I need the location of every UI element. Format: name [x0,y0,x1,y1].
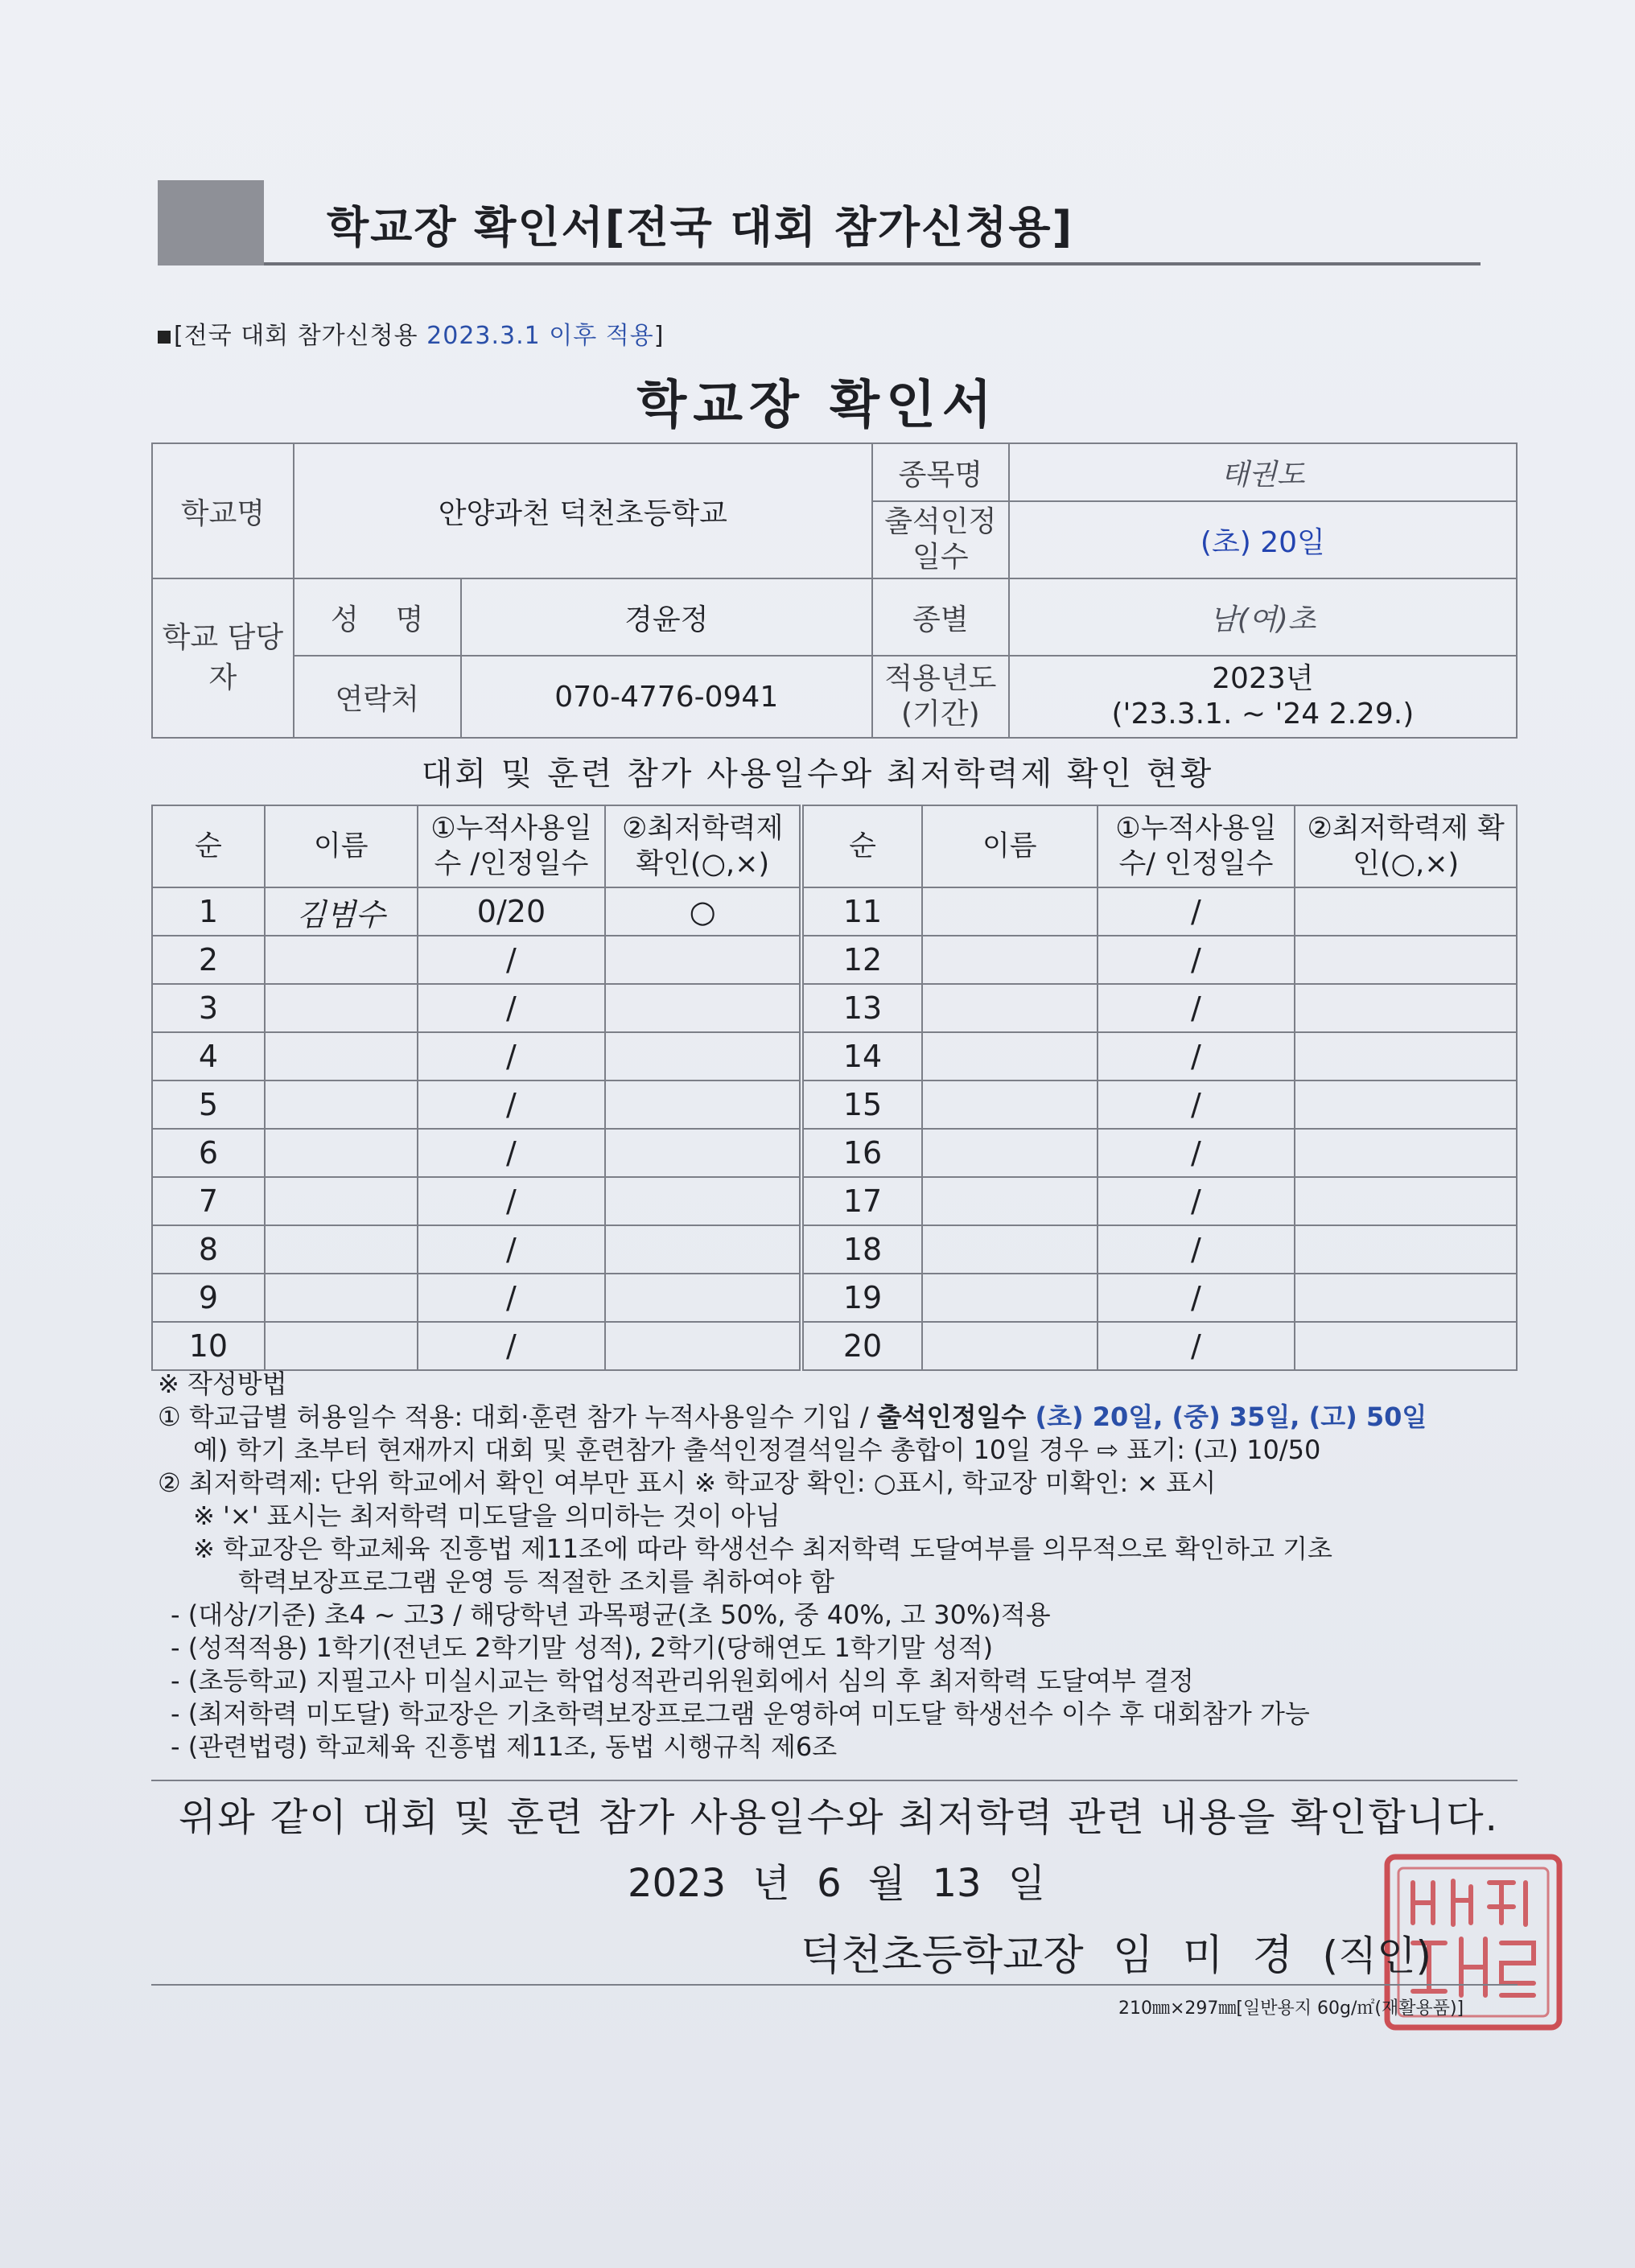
row-days: / [418,936,606,984]
row-days: / [418,1177,606,1225]
name-label: 성 명 [294,578,461,656]
apply-note-date: 2023.3.1 이후 적용 [426,322,654,350]
row-no: 4 [152,1032,265,1080]
row-name [265,1129,418,1177]
header-title: 학교장 확인서[전국 대회 참가신청용] [327,202,1074,253]
gender-label: 종별 [872,578,1009,656]
document-title: 학교장 확인서 [636,376,999,435]
table-row [152,1322,1517,1370]
row-days-right: / [1098,1274,1295,1322]
row-no-right: 13 [801,984,922,1032]
row-days: 0/20 [418,887,606,936]
note-detail-1: - (대상/기준) 초4 ~ 고3 / 해당학년 과목평균(초 50%, 중 40%, 고 30%)적용 [171,1599,1051,1630]
row-name-right [922,1080,1098,1129]
row-no: 3 [152,984,265,1032]
row-name-right [922,1177,1098,1225]
row-name: 김범수 [265,887,418,936]
row-no-right: 16 [801,1129,922,1177]
attendance-value: (초) 20일 [1009,501,1517,578]
row-check: ○ [605,887,801,936]
table-row [152,1129,1517,1177]
row-check-right [1295,1080,1517,1129]
row-name [265,1225,418,1274]
school-name-value: 안양과천 덕천초등학교 [294,443,872,578]
apply-note-prefix: [전국 대회 참가신청용 [174,322,418,350]
row-no: 1 [152,887,265,936]
row-check-right [1295,1322,1517,1370]
phone-value: 070-4776-0941 [461,656,872,738]
header-days: ①누적사용일수 /인정일수 [418,805,606,887]
note-2-b: ※ 학교장은 학교체육 진흥법 제11조에 따라 학생선수 최저학력 도달여부를 의무적으로 확인하고 기초 [193,1533,1332,1564]
note-1 [158,1401,1518,1434]
seal-label: (직인) [1322,1933,1432,1979]
row-no: 5 [152,1080,265,1129]
period-value: ('23.3.1. ~ '24 2.29.) [1111,698,1415,731]
row-name-right [922,1129,1098,1177]
row-check-right [1295,1177,1517,1225]
row-no-right: 12 [801,936,922,984]
row-name [265,1322,418,1370]
row-name [265,1032,418,1080]
row-name-right [922,936,1098,984]
row-no: 2 [152,936,265,984]
row-no: 8 [152,1225,265,1274]
row-check-right [1295,984,1517,1032]
row-no: 10 [152,1322,265,1370]
apply-note-suffix: ] [653,322,665,350]
table-row [152,887,1517,936]
apply-note [158,315,664,351]
header-name-right: 이름 [922,805,1098,887]
row-name-right [922,1032,1098,1080]
row-name [265,984,418,1032]
contact-person-label: 학교 담당자 [152,578,294,738]
row-days: / [418,1032,606,1080]
principal-title: 덕천초등학교장 [801,1932,1084,1980]
participation-table [151,805,1518,1371]
row-days-right: / [1098,936,1295,984]
row-days: / [418,1274,606,1322]
table-row [152,1177,1517,1225]
header-no-right: 순 [801,805,922,887]
note-1-bold: 출석인정일수 [876,1402,1036,1432]
row-check [605,1129,801,1177]
note-detail-4: - (최저학력 미도달) 학교장은 기초학력보장프로그램 운영하여 미도달 학생선수 이수 후 대회참가 가능 [171,1698,1310,1729]
sport-value: 태권도 [1009,443,1517,501]
gender-value: 남(여)초 [1009,578,1517,656]
year-value: 2023년 [1212,662,1314,695]
row-name-right [922,984,1098,1032]
row-name-right [922,887,1098,936]
confirm-statement: 위와 같이 대회 및 훈련 참가 사용일수와 최저학력 관련 내용을 확인합니다. [179,1795,1499,1840]
row-days-right: / [1098,1080,1295,1129]
row-days: / [418,1322,606,1370]
date-year: 2023 [628,1861,727,1906]
row-check-right [1295,1032,1517,1080]
row-check [605,1080,801,1129]
row-check-right [1295,936,1517,984]
table-row [152,984,1517,1032]
document-header [158,180,1481,265]
row-name [265,1080,418,1129]
year-cell [1009,656,1517,738]
row-days-right: / [1098,1225,1295,1274]
row-name [265,936,418,984]
row-check [605,1177,801,1225]
phone-label: 연락처 [294,656,461,738]
note-2-a: ※ '×' 표시는 최저학력 미도달을 의미하는 것이 아님 [193,1500,780,1531]
row-check [605,1225,801,1274]
section-title: 대회 및 훈련 참가 사용일수와 최저학력제 확인 현황 [421,755,1214,792]
row-name [265,1274,418,1322]
row-check-right [1295,887,1517,936]
notes-heading: ※ 작성방법 [158,1369,287,1399]
row-days: / [418,1225,606,1274]
notes-divider [151,1780,1518,1781]
note-1-days: (초) 20일, (중) 35일, (고) 50일 [1035,1402,1427,1432]
row-days-right: / [1098,1177,1295,1225]
principal-name: 임 미 경 [1113,1932,1293,1980]
row-no: 7 [152,1177,265,1225]
table-body [152,887,1517,1370]
row-no: 9 [152,1274,265,1322]
header-days-right: ①누적사용일수/ 인정일수 [1098,805,1295,887]
writing-instructions [158,1368,1518,1764]
row-check [605,1032,801,1080]
row-days: / [418,1129,606,1177]
row-days-right: / [1098,984,1295,1032]
attendance-label: 출석인정 일수 [872,501,1009,578]
row-no-right: 20 [801,1322,922,1370]
row-check-right [1295,1274,1517,1322]
row-days: / [418,1080,606,1129]
row-check [605,984,801,1032]
row-no-right: 18 [801,1225,922,1274]
square-bullet-icon [158,331,171,344]
date-month-unit: 월 [867,1861,906,1906]
date-year-unit: 년 [752,1861,790,1906]
date-day: 13 [932,1861,982,1906]
header-name: 이름 [265,805,418,887]
table-row [152,1080,1517,1129]
header-no: 순 [152,805,265,887]
date-month: 6 [817,1861,842,1906]
note-2-b2: 학력보장프로그램 운영 등 적절한 조치를 취하여야 함 [238,1566,835,1597]
row-check [605,1274,801,1322]
note-1-example: 예) 학기 초부터 현재까지 대회 및 훈련참가 출석인정결석일수 총합이 10일 경우 ⇨ 표기: (고) 10/50 [193,1434,1321,1465]
note-detail-5: - (관련법령) 학교체육 진흥법 제11조, 동법 시행규칙 제6조 [171,1731,838,1762]
note-detail-2: - (성적적용) 1학기(전년도 2학기말 성적), 2학기(당해연도 1학기말 성적) [171,1632,994,1663]
name-value: 경윤정 [461,578,872,656]
row-check [605,1322,801,1370]
row-no-right: 19 [801,1274,922,1322]
header-check: ②최저학력제 확인(○,×) [605,805,801,887]
footer-rule [151,1984,1518,1986]
table-row [152,1225,1517,1274]
row-days-right: / [1098,887,1295,936]
table-row [152,936,1517,984]
header-grey-block [158,180,264,265]
row-days-right: / [1098,1032,1295,1080]
school-info-table [151,442,1518,739]
sport-label: 종목명 [872,443,1009,501]
note-2: ② 최저학력제: 단위 학교에서 확인 여부만 표시 ※ 학교장 확인: ○표시, 학교장 미확인: × 표시 [158,1467,1217,1498]
table-row [152,1032,1517,1080]
issue-date [628,1852,1045,1908]
note-detail-3: - (초등학교) 지필고사 미실시교는 학업성적관리위원회에서 심의 후 최저학력 도달여부 결정 [171,1665,1194,1696]
row-no-right: 14 [801,1032,922,1080]
row-no-right: 17 [801,1177,922,1225]
header-rule [264,262,1481,265]
row-check-right [1295,1129,1517,1177]
row-name [265,1177,418,1225]
row-no-right: 15 [801,1080,922,1129]
signature-line [801,1921,1431,1982]
row-check [605,936,801,984]
row-no-right: 11 [801,887,922,936]
header-check-right: ②최저학력제 확인(○,×) [1295,805,1517,887]
row-days-right: / [1098,1322,1295,1370]
date-day-unit: 일 [1007,1861,1046,1906]
school-name-label: 학교명 [152,443,294,578]
row-no: 6 [152,1129,265,1177]
row-check-right [1295,1225,1517,1274]
row-name-right [922,1225,1098,1274]
row-days-right: / [1098,1129,1295,1177]
row-name-right [922,1322,1098,1370]
year-label: 적용년도 (기간) [872,656,1009,738]
row-days: / [418,984,606,1032]
note-1-text: ① 학교급별 허용일수 적용: 대회·훈련 참가 누적사용일수 기입 / [158,1402,877,1432]
table-row [152,1274,1517,1322]
paper-spec: 210㎜×297㎜[일반용지 60g/㎡(재활용품)] [1118,1998,1464,2019]
row-name-right [922,1274,1098,1322]
